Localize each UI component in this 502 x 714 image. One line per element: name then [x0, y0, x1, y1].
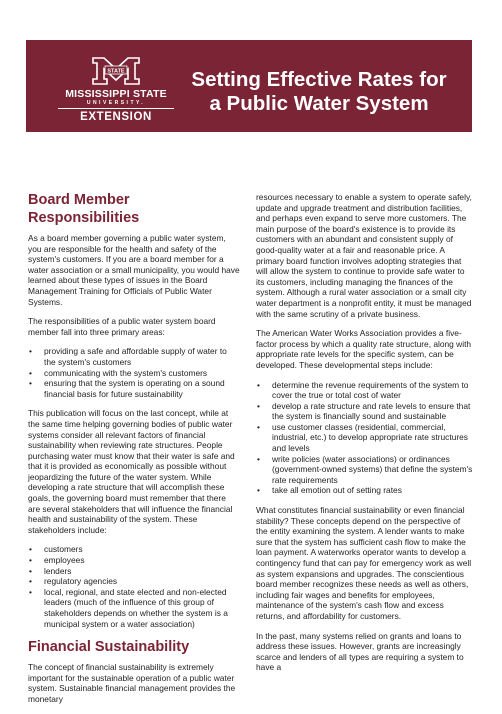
paragraph: resources necessary to enable a system to operate safely, update and upgrade treatment and distribution facilities, and perhaps even expand to serve more customers. The main purpose of the board's existence is to provide its customers with an abundant and consistent supply of good-quality water at a fair and reasonable price. A primary board function involves adopting strategies that will allow the system to continue to provide safe water to its customers, including managing the finances of the system. Although a rural water association or a small city water department is a nonprofit entity, it must be managed with the same scrutiny of a private business. [256, 192, 472, 319]
logo-wordmark: MISSISSIPPI STATE [65, 88, 167, 100]
logo-extension: EXTENSION [80, 111, 152, 123]
paragraph: The American Water Works Association provides a five-factor process by which a quality rate structure, along with appropriate rate levels for the specific system, can be developed. These developmental steps include: [256, 328, 472, 370]
list-item: • customers [28, 544, 240, 555]
left-column [28, 191, 240, 714]
paragraph: The responsibilities of a public water system board member fall into three primary areas: [28, 316, 216, 337]
section-heading-financial-sustainability: Financial Sustainability [28, 639, 190, 656]
paragraph: As a board member governing a public water system, you are responsible for the health and safety of the system's customers. If you are a board member for a water association or a small municipality, you would have learned about these types of issues in the Board Management Training for Officials of Public Water Systems. [28, 233, 240, 307]
msu-logo-icon [91, 57, 141, 85]
list-item: • communicating with the system's customers [28, 368, 240, 379]
paragraph: The concept of financial sustainability is extremely important for the sustainable operation of a public water system. Sustainable financial management provides the monetary [28, 662, 236, 704]
title-line-2: a Public Water System [209, 92, 429, 115]
list-item: • lenders [28, 566, 240, 577]
list-item: • local, regional, and state elected and non-elected leaders (much of the influence of this group of stakeholders depends on whether the system is a municipal system or a water association) [28, 587, 240, 629]
logo-divider [58, 108, 174, 109]
list-item: • use customer classes (residential, commercial, industrial, etc.) to develop appropriate rate structures and levels [256, 422, 474, 454]
logo-university: UNIVERSITY. [86, 100, 146, 106]
paragraph: This publication will focus on the last concept, while at the same time helping governing bodies of public water systems consider all relevant factors of financial sustainability when reviewing rate structures. People purchasing water must know that their water is safe and that it is provided as economically as possible without jeopardizing the future of the water system. While developing a rate structure that will accomplish these goals, the governing board must remember that there are several stakeholders that will influence the financial health and sustainability of the system. These stakeholders include: [28, 408, 235, 535]
list-item: • take all emotion out of setting rates [256, 485, 474, 496]
stakeholders-list [28, 544, 240, 629]
section-heading-board-responsibilities: Board Member Responsibilities [28, 192, 140, 226]
list-item: • providing a safe and affordable supply of water to the system's customers [28, 346, 240, 367]
responsibilities-list [28, 346, 240, 399]
title-line-1: Setting Effective Rates for [191, 68, 447, 91]
list-item: • ensuring that the system is operating on a sound financial basis for future sustainability [28, 378, 240, 399]
list-item: • develop a rate structure and rate levels to ensure that the system is financially sound and sustainable [256, 401, 474, 422]
list-item: • determine the revenue requirements of the system to cover the true or total cost of water [256, 380, 474, 401]
list-item: • regulatory agencies [28, 576, 240, 587]
logo-shield-text: STATE [107, 68, 125, 75]
developmental-steps-list [256, 380, 474, 497]
list-item: • write policies (water associations) or ordinances (government-owned systems) that define the system's rate requirements [256, 454, 474, 486]
right-column [256, 192, 474, 682]
paragraph: What constitutes financial sustainability or even financial stability? These concepts depend on the perspective of the entity examining the system. A lender wants to make sure that the system has sufficient cash flow to make the loan payment. A waterworks operator wants to develop a contingency fund that can pay for emergency work as well as system expansions and upgrades. The conscientious board member recognizes these needs as well as others, including fair wages and benefits for employees, maintenance of the system's cash flow and excess returns, and affordability for customers. [256, 505, 472, 621]
paragraph: In the past, many systems relied on grants and loans to address these issues. However, grants are increasingly scarce and lenders of all types are requiring a system to have a [256, 630, 464, 673]
page-title [186, 68, 452, 116]
list-item: • employees [28, 555, 240, 566]
